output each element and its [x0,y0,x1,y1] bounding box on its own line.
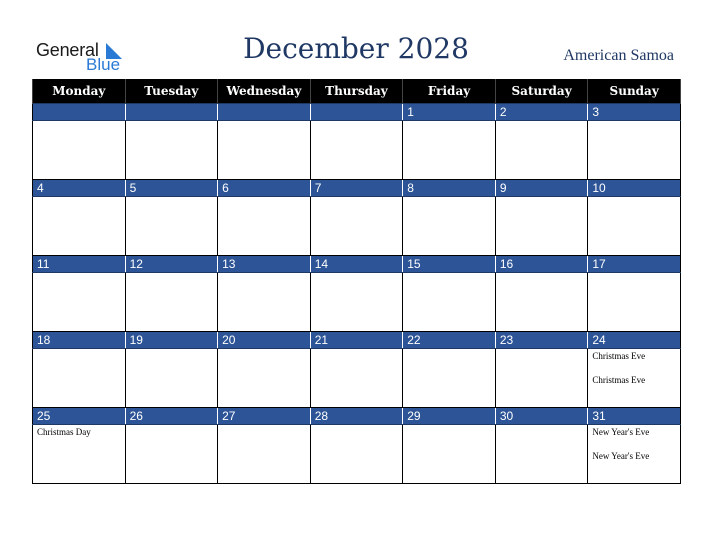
day-cell[interactable] [588,349,681,408]
day-number: 20 [218,332,311,349]
weekday-header: Wednesday [218,79,311,104]
weekday-header: Tuesday [125,79,218,104]
day-number: 7 [310,180,403,197]
calendar-body [33,104,681,484]
day-number: 10 [588,180,681,197]
day-number: 16 [495,256,588,273]
day-cell[interactable] [218,121,311,180]
day-cell[interactable] [403,425,496,484]
holiday-label: Christmas Day [37,427,91,437]
day-cell[interactable] [588,197,681,256]
day-cell[interactable] [495,273,588,332]
day-number: 31 [588,408,681,425]
day-number: 30 [495,408,588,425]
day-cell[interactable] [125,425,218,484]
day-number: 11 [33,256,126,273]
week-row [33,197,681,256]
day-cell[interactable] [588,425,681,484]
day-cell[interactable] [125,349,218,408]
day-cell[interactable] [218,273,311,332]
day-number: 6 [218,180,311,197]
day-number: 8 [403,180,496,197]
day-cell[interactable] [33,121,126,180]
calendar-title: December 2028 [243,32,469,65]
week-date-bar [33,332,681,349]
week-row [33,425,681,484]
day-cell[interactable] [33,349,126,408]
week-row [33,121,681,180]
day-cell[interactable] [403,197,496,256]
day-number: 21 [310,332,403,349]
day-cell[interactable] [588,121,681,180]
holiday-label: Christmas Eve [592,351,646,361]
day-cell[interactable] [403,273,496,332]
day-number: 28 [310,408,403,425]
day-cell[interactable] [310,425,403,484]
day-number: 19 [125,332,218,349]
weekday-header: Saturday [495,79,588,104]
weekday-header: Sunday [588,79,681,104]
region-label: American Samoa [563,47,674,64]
week-row [33,273,681,332]
week-date-bar [33,256,681,273]
day-number: 3 [588,104,681,121]
day-cell[interactable] [495,121,588,180]
day-cell[interactable] [403,349,496,408]
day-number: 4 [33,180,126,197]
day-number [33,104,126,121]
day-cell[interactable] [495,425,588,484]
logo-text-blue: Blue [86,55,121,74]
day-cell[interactable] [588,273,681,332]
holiday-label: Christmas Eve [592,375,646,385]
day-number: 12 [125,256,218,273]
day-cell[interactable] [33,425,126,484]
day-cell[interactable] [125,197,218,256]
day-cell[interactable] [125,273,218,332]
weekday-header: Monday [33,79,126,104]
day-number: 14 [310,256,403,273]
day-cell[interactable] [218,197,311,256]
logo-text-general: General [36,40,99,60]
weekday-header-row [33,79,681,104]
day-cell[interactable] [495,349,588,408]
day-number: 24 [588,332,681,349]
day-number: 29 [403,408,496,425]
day-number: 2 [495,104,588,121]
week-row [33,349,681,408]
day-cell[interactable] [218,425,311,484]
day-number: 15 [403,256,496,273]
day-cell[interactable] [33,197,126,256]
day-number: 13 [218,256,311,273]
day-number: 26 [125,408,218,425]
day-number: 25 [33,408,126,425]
day-number: 22 [403,332,496,349]
day-cell[interactable] [33,273,126,332]
day-cell[interactable] [218,349,311,408]
day-number: 9 [495,180,588,197]
day-number: 5 [125,180,218,197]
day-number: 23 [495,332,588,349]
holiday-label: New Year's Eve [592,427,650,437]
week-date-bar [33,180,681,197]
day-cell[interactable] [310,349,403,408]
day-number [125,104,218,121]
day-number: 27 [218,408,311,425]
day-cell[interactable] [310,197,403,256]
day-number: 1 [403,104,496,121]
day-cell[interactable] [310,121,403,180]
week-date-bar [33,104,681,121]
day-cell[interactable] [125,121,218,180]
day-number [310,104,403,121]
day-cell[interactable] [310,273,403,332]
holiday-label: New Year's Eve [592,451,650,461]
day-number [218,104,311,121]
week-date-bar [33,408,681,425]
calendar-grid [32,79,681,484]
day-cell[interactable] [495,197,588,256]
weekday-header: Thursday [310,79,403,104]
day-number: 17 [588,256,681,273]
weekday-header: Friday [403,79,496,104]
day-number: 18 [33,332,126,349]
day-cell[interactable] [403,121,496,180]
